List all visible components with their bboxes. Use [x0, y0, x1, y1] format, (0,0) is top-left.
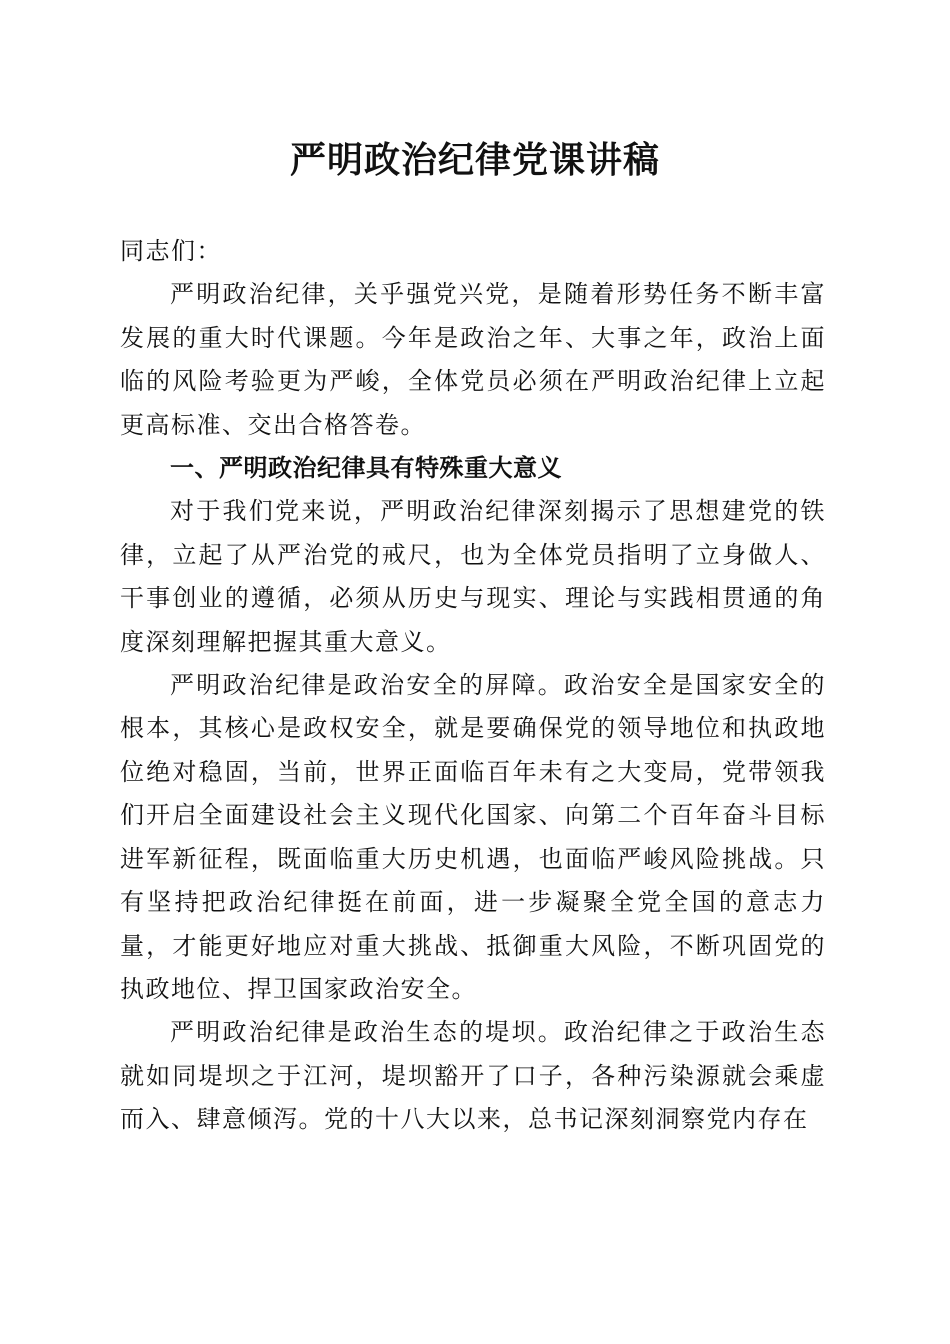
salutation: 同志们：	[120, 237, 222, 265]
intro-paragraph: 严明政治纪律，关乎强党兴党，是随着形势任务不断丰富发展的重大时代课题。今年是政治之年、大事之年，政治上面临的风险考验更为严峻，全体党员必须在严明政治纪律上立起更高标准、交出合格答卷。	[120, 280, 826, 439]
document-body	[120, 230, 826, 1142]
document-title: 严明政治纪律党课讲稿	[289, 139, 660, 181]
body-paragraph-2: 严明政治纪律是政治安全的屏障。政治安全是国家安全的根本，其核心是政权安全，就是要确保党的领导地位和执政地位绝对稳固，当前，世界正面临百年未有之大变局，党带领我们开启全面建设社会主义现代化国家、向第二个百年奋斗目标进军新征程，既面临重大历史机遇，也面临严峻风险挑战。只有坚持把政治纪律挺在前面，进一步凝聚全党全国的意志力量，才能更好地应对重大挑战、抵御重大风险，不断巩固党的执政地位、捍卫国家政治安全。	[120, 671, 826, 1003]
body-paragraph-3: 严明政治纪律是政治生态的堤坝。政治纪律之于政治生态就如同堤坝之于江河，堤坝豁开了口子，各种污染源就会乘虚而入、肆意倾泻。党的十八大以来，总书记深刻洞察党内存在	[120, 1018, 826, 1134]
body-paragraph-1: 对于我们党来说，严明政治纪律深刻揭示了思想建党的铁律，立起了从严治党的戒尺，也为全体党员指明了立身做人、干事创业的遵循，必须从历史与现实、理论与实践相贯通的角度深刻理解把握其重大意义。	[120, 497, 826, 656]
section-heading: 一、严明政治纪律具有特殊重大意义	[170, 454, 562, 483]
